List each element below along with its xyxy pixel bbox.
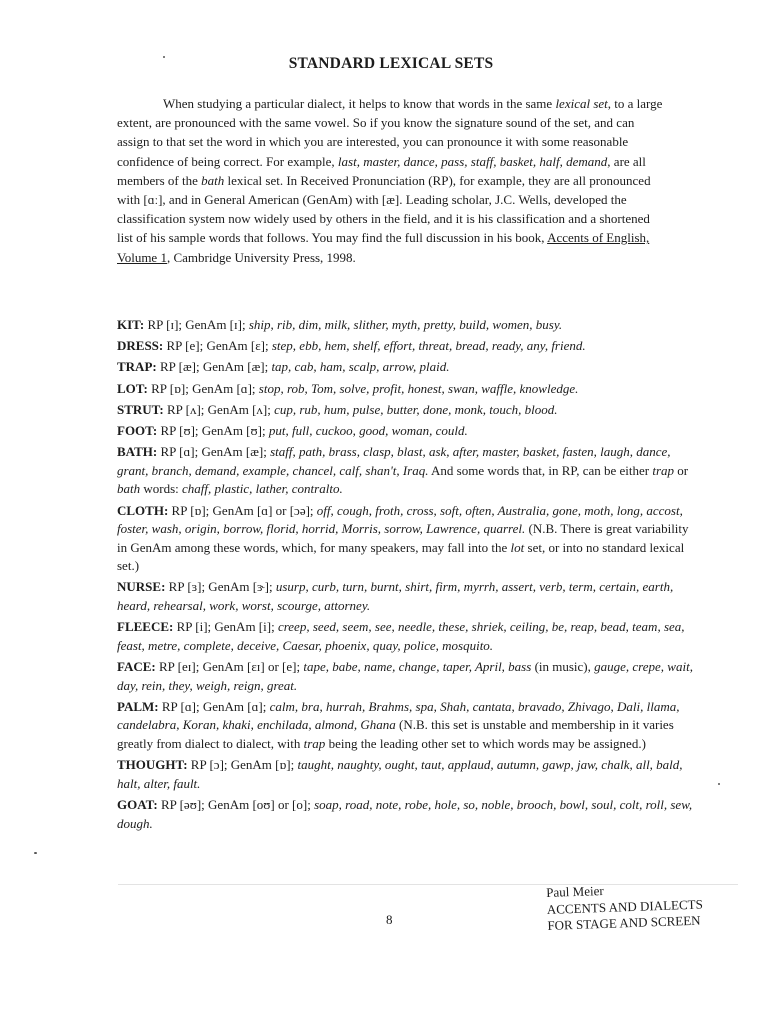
set-name: GOAT: <box>117 796 158 812</box>
set-note-term: trap <box>652 462 675 478</box>
intro-term: lexical set <box>555 96 608 111</box>
set-words: soap, road, note, robe, hole, so, noble, brooch, bowl, soul, colt, roll, sew, dough. <box>117 796 693 831</box>
intro-paragraph <box>117 94 669 267</box>
set-words: step, ebb, hem, shelf, effort, threat, bread, ready, any, friend. <box>271 338 586 354</box>
set-words: gauge, crepe, wait, day, rein, they, weigh, reign, great. <box>117 659 693 693</box>
set-note: being the leading other set to which words may be assigned.) <box>325 736 646 751</box>
set-note-term: bath <box>117 481 141 497</box>
lexical-set-bath <box>117 443 697 499</box>
set-words: ship, rib, dim, milk, slither, myth, pretty, build, women, busy. <box>248 317 563 332</box>
set-pronunciation: RP [ʌ]; GenAm [ʌ]; <box>163 401 275 417</box>
intro-text: , are all members of the <box>117 153 646 188</box>
lexical-set-trap <box>117 358 697 377</box>
set-name: KIT: <box>117 317 145 332</box>
lexical-set-kit <box>117 316 697 335</box>
set-name: STRUT: <box>117 401 164 417</box>
set-words: tap, cab, ham, scalp, arrow, plaid. <box>271 359 450 375</box>
set-pronunciation: RP [ɔ]; GenAm [ɒ]; <box>187 757 298 773</box>
scan-speck <box>34 852 37 854</box>
set-words: off, cough, froth, cross, soft, often, Australia, gone, moth, long, accost, foster, wash, origin, borrow, florid, horrid, Morris, sorrow, Lawrence, quarrel. <box>117 502 683 537</box>
set-words: put, full, cuckoo, good, woman, could. <box>268 422 468 438</box>
set-words: stop, rob, Tom, solve, profit, honest, swan, waffle, knowledge. <box>258 380 579 396</box>
lexical-set-goat <box>117 796 697 833</box>
page-number: 8 <box>386 912 393 927</box>
set-name: NURSE: <box>117 579 166 595</box>
intro-text: When studying a particular dialect, it helps to know that words in the same <box>163 96 556 111</box>
lexical-set-thought <box>117 756 697 793</box>
intro-examples: last, master, dance, pass, staff, basket, half, demand <box>337 153 608 169</box>
intro-term: bath <box>201 172 225 188</box>
lexical-set-foot <box>117 422 697 441</box>
lexical-set-strut <box>117 401 697 420</box>
set-words: staff, path, brass, clasp, blast, ask, after, master, basket, fasten, laugh, dance, grant, branch, demand, example, chancel, calf, shan't, Iraq. <box>117 444 671 478</box>
scan-speck <box>718 783 720 785</box>
set-pronunciation: RP [e]; GenAm [ɛ]; <box>163 338 272 354</box>
set-pronunciation: RP [ɪ]; GenAm [ɪ]; <box>144 317 249 332</box>
set-words: cup, rub, hum, pulse, butter, done, monk, touch, blood. <box>274 401 558 417</box>
set-pronunciation: RP [əʊ]; GenAm [oʊ] or [o]; <box>157 796 315 812</box>
set-words: taught, naughty, ought, taut, applaud, autumn, gawp, jaw, chalk, all, bald, halt, alter, fault. <box>117 757 683 791</box>
footer-book-line1: ACCENTS AND DIALECTS <box>546 896 704 917</box>
page-title: STANDARD LEXICAL SETS <box>288 55 494 72</box>
set-note: (N.B. There is great variability in GenAm among these words, which, for many speakers, may fall into the <box>117 521 689 555</box>
set-note: And some words that, in RP, can be either <box>428 462 653 478</box>
set-pronunciation: RP [ɑ]; GenAm [æ]; <box>157 444 271 460</box>
lexical-set-nurse <box>117 578 697 615</box>
set-pronunciation: RP [æ]; GenAm [æ]; <box>156 359 272 375</box>
set-pronunciation: RP [ɑ]; GenAm [ɑ]; <box>158 698 270 714</box>
set-name: PALM: <box>117 698 159 714</box>
lexical-set-palm <box>117 698 697 754</box>
set-name: BATH: <box>117 444 158 460</box>
set-name: FACE: <box>117 659 156 675</box>
set-words: usurp, curb, turn, burnt, shirt, firm, myrrh, assert, verb, term, certain, earth, heard, rehearsal, work, worst, scourge, attorney. <box>117 579 674 614</box>
intro-text: , to a large extent, are pronounced with the same vowel. So if you know the signature sound of the set, and can assign to that set the word in which you are interested, you can pronounce it with some reasonable confidence of being correct. For example, <box>117 96 663 169</box>
set-words: tape, babe, name, change, taper, April, bass <box>303 659 532 675</box>
set-note-term: trap <box>303 736 326 751</box>
set-note: set, or into no standard lexical set.) <box>117 539 685 574</box>
set-note: or <box>674 462 689 478</box>
set-pronunciation: RP [ɜ]; GenAm [ɝ]; <box>165 579 276 595</box>
lexical-set-face <box>117 658 697 695</box>
lexical-set-fleece <box>117 618 697 655</box>
set-pronunciation: RP [ɒ]; GenAm [ɑ] or [ɔə]; <box>168 502 317 518</box>
lexical-set-dress <box>117 337 697 356</box>
intro-text: lexical set. In Received Pronunciation (RP), for example, they are all pronounced with [ɑː], and in General American (GenAm) with [æ]. Leading scholar, J.C. Wells, developed the classification system now widely used by others in the field, and it is his classification and a shortened list of his sample words that follows. You may find the full discussion in his book, <box>117 172 651 246</box>
set-name: THOUGHT: <box>117 757 188 773</box>
footer-attribution <box>546 880 704 935</box>
book-title: Accents of English, Volume 1 <box>117 230 650 265</box>
set-pronunciation: RP [ʊ]; GenAm [ʊ]; <box>157 422 269 438</box>
set-pronunciation: RP [i]; GenAm [i]; <box>173 619 278 635</box>
set-words: chaff, plastic, lather, contralto. <box>182 481 343 497</box>
set-pronunciation: RP [eɪ]; GenAm [ɛɪ] or [e]; <box>155 659 304 675</box>
footer-author: Paul Meier <box>546 882 604 900</box>
set-name: LOT: <box>117 380 148 396</box>
set-name: TRAP: <box>117 359 157 375</box>
intro-text: , Cambridge University Press, 1998. <box>166 249 356 265</box>
lexical-set-list <box>117 316 697 836</box>
set-note: (N.B. this set is unstable and membership in it varies greatly from dialect to dialect, with <box>117 717 674 751</box>
set-pronunciation: RP [ɒ]; GenAm [ɑ]; <box>147 380 259 396</box>
set-name: FOOT: <box>117 422 158 438</box>
set-note-term: lot <box>510 539 525 555</box>
set-name: FLEECE: <box>117 619 174 635</box>
set-note: (in music), <box>531 659 595 675</box>
set-name: DRESS: <box>117 338 164 354</box>
lexical-set-lot <box>117 380 697 399</box>
footer-book-line2: FOR STAGE AND SCREEN <box>547 912 701 933</box>
set-words: calm, bra, hurrah, Brahms, spa, Shah, cantata, bravado, Zhivago, Dali, llama, candelabra, Koran, khaki, enchilada, almond, Ghana <box>117 698 680 733</box>
set-name: CLOTH: <box>117 502 169 518</box>
lexical-set-cloth <box>117 502 697 576</box>
set-note: words: <box>140 481 183 497</box>
set-words: creep, seed, seem, see, needle, these, shriek, ceiling, be, reap, bead, team, sea, feast, metre, complete, deceive, Caesar, phoenix, quay, police, mosquito. <box>117 619 685 653</box>
